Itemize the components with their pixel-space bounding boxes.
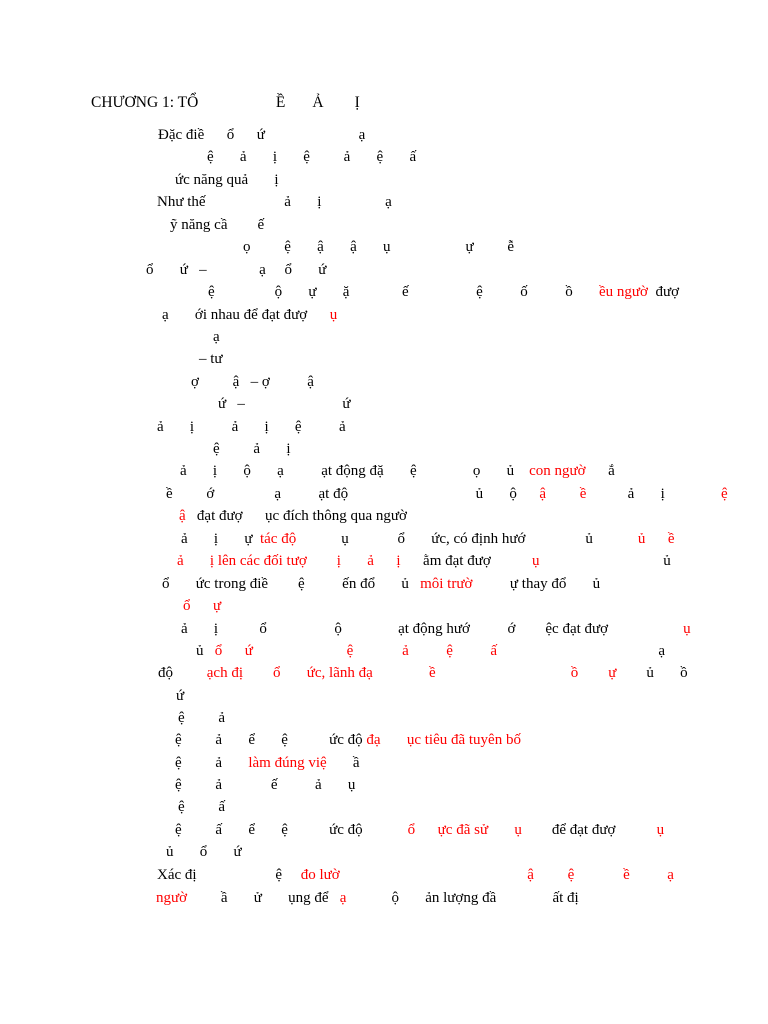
highlighted-text: ấ (490, 643, 498, 659)
text-segment: ệ ả (178, 710, 226, 726)
highlighted-text: ả (402, 643, 409, 659)
highlighted-text: ề (429, 665, 436, 681)
text-segment: ắ (585, 463, 615, 479)
text-segment (453, 643, 491, 659)
highlighted-text: đo lườ (300, 867, 340, 883)
text-line (175, 821, 664, 839)
text-segment (546, 486, 580, 502)
text-line (196, 642, 665, 660)
highlighted-text: ủ (637, 531, 646, 547)
highlighted-text: ả ị lên các đối tượ (177, 553, 307, 569)
text-segment: ỹ năng cầ ế (170, 217, 265, 233)
text-segment: đượ (648, 284, 680, 300)
highlighted-text: ổ ự (183, 598, 222, 614)
highlighted-text: ề (623, 867, 630, 883)
highlighted-text: ổ ứ (214, 643, 253, 659)
text-line (208, 283, 679, 301)
text-line (162, 306, 337, 324)
text-segment (436, 665, 571, 681)
text-line (199, 350, 223, 368)
text-line (157, 193, 392, 211)
text-segment: ệ ả ị (213, 441, 291, 457)
text-segment (353, 643, 402, 659)
text-line (146, 261, 326, 279)
highlighted-text: ạ (667, 867, 674, 883)
text-line (175, 754, 360, 772)
text-line (177, 552, 671, 570)
text-segment: ả ị ự (181, 531, 260, 547)
text-segment: độ (158, 665, 207, 681)
text-line (176, 687, 184, 705)
text-segment (374, 553, 397, 569)
chapter-title: CHƯƠNG 1: TỔ Ề Ả Ị (91, 94, 360, 111)
highlighted-text: ậ (179, 508, 186, 524)
text-segment: ổ ức trong điề ệ ến đổ ủ (162, 576, 421, 592)
text-segment: ợ ậ – ợ ậ (191, 374, 314, 390)
text-segment: ạ (213, 329, 220, 345)
highlighted-text: ụ (683, 621, 691, 637)
text-line (162, 575, 600, 593)
highlighted-text: ụ (532, 553, 540, 569)
text-line (158, 664, 688, 682)
text-segment: ủ ồ (616, 665, 688, 681)
text-line (180, 462, 615, 480)
text-line (175, 171, 279, 189)
text-segment: ủ ổ ứ (166, 844, 242, 860)
text-segment: ằm đạt đượ (400, 553, 533, 569)
text-segment: ọ ệ ậ ậ ụ ự ễ (243, 239, 515, 255)
text-line (213, 328, 220, 346)
text-line (158, 126, 365, 144)
highlighted-text: ậ (527, 867, 534, 883)
highlighted-text: ề (579, 486, 587, 502)
text-line (207, 148, 416, 166)
highlighted-text: môi trườ (420, 576, 473, 592)
text-line (166, 843, 242, 861)
text-line (175, 731, 521, 749)
text-segment: ầ (326, 755, 360, 771)
text-segment (574, 867, 623, 883)
text-line (175, 776, 355, 794)
highlighted-text: đạ ục tiêu đã tuyên bố (366, 732, 521, 748)
text-line (157, 866, 674, 884)
text-line (170, 216, 264, 234)
text-line (179, 507, 407, 525)
text-segment (409, 643, 447, 659)
text-segment: ầ ử ụng để (187, 890, 340, 906)
text-segment: ộ ản lượng đầ ất đị (346, 890, 579, 906)
highlighted-text: ề (667, 531, 675, 547)
text-segment: ệ ấ (178, 799, 226, 815)
text-line (166, 485, 728, 503)
highlighted-text: con ngườ (529, 463, 586, 479)
text-segment (340, 867, 528, 883)
text-segment (341, 553, 367, 569)
text-line (243, 238, 514, 256)
text-line (157, 418, 346, 436)
highlighted-text: ụ (656, 822, 665, 838)
text-segment: Như thế ả ị ạ (157, 194, 392, 210)
text-line (178, 798, 225, 816)
text-segment: ệ ả ể ệ ức độ (175, 732, 367, 748)
text-segment: ạ ới nhau để đạt đượ (162, 307, 330, 323)
text-segment: ả ị ổ ộ ạt động hướ ớ ệc đạt đượ (181, 621, 684, 637)
text-segment: ứ (176, 688, 185, 704)
highlighted-text: ệ (721, 486, 728, 502)
highlighted-text: ồ ự (570, 665, 617, 681)
text-segment (645, 531, 668, 547)
highlighted-text: ụ (329, 307, 338, 323)
text-segment: để đạt đượ (521, 822, 657, 838)
text-segment: ứ – ứ (218, 396, 351, 412)
highlighted-text: ị (396, 553, 401, 569)
text-line (191, 373, 314, 391)
highlighted-text: ạ (339, 890, 347, 906)
text-segment: Xác đị ệ (157, 867, 301, 883)
text-segment: ệ ấ ể ệ ức độ (175, 822, 408, 838)
highlighted-text: ả (367, 553, 374, 569)
highlighted-text: ổ ực đã sử ụ (407, 822, 522, 838)
text-segment (253, 643, 347, 659)
text-segment: ự thay đổ ủ (472, 576, 601, 592)
text-segment: ạ (497, 643, 665, 659)
text-segment: ủ (539, 553, 671, 569)
text-line (183, 597, 221, 615)
highlighted-text: ậ (539, 486, 546, 502)
highlighted-text: ệ (346, 643, 354, 659)
text-segment (630, 867, 668, 883)
text-segment: ả ị (586, 486, 721, 502)
highlighted-text: ệ (446, 643, 453, 659)
highlighted-text: làm đúng việ (248, 755, 327, 771)
text-segment (534, 867, 568, 883)
text-segment (307, 553, 337, 569)
text-segment: ệ ả ị ệ ả ệ ấ (207, 149, 417, 165)
text-line (218, 395, 351, 413)
highlighted-text: ngườ (156, 890, 188, 906)
text-line (181, 620, 691, 638)
highlighted-text: tác độ (259, 531, 297, 547)
text-segment (373, 665, 429, 681)
text-segment: ệ ả (175, 755, 249, 771)
text-segment: ả ị ộ ạ ạt động đặ ệ ọ ủ (180, 463, 530, 479)
text-line (213, 440, 290, 458)
text-segment: ề ớ ạ ạt độ ủ ộ (166, 486, 540, 502)
highlighted-text: ều ngườ (599, 284, 648, 300)
text-line (178, 709, 225, 727)
text-line (181, 530, 675, 548)
text-segment: ệ ộ ự ặ ế ệ ố ồ (208, 284, 600, 300)
text-segment: Đặc điề ổ ứ ạ (158, 127, 366, 143)
text-segment: ả ị ả ị ệ ả (157, 419, 346, 435)
text-segment: đạt đượ ục đích thông qua ngườ (185, 508, 407, 524)
text-segment: ức năng quả ị (175, 172, 279, 188)
highlighted-text: ệ (567, 867, 575, 883)
text-segment: ệ ả ế ả ụ (175, 777, 356, 793)
text-line (156, 889, 579, 907)
text-segment: – tư (199, 351, 223, 367)
text-segment: ụ ổ ức, có định hướ ủ (296, 531, 638, 547)
text-segment: ủ (196, 643, 215, 659)
highlighted-text: ị (336, 553, 341, 569)
highlighted-text: ạch đị ổ ức, lãnh đạ (206, 665, 373, 681)
text-segment: ổ ứ – ạ ổ ứ (146, 262, 327, 278)
